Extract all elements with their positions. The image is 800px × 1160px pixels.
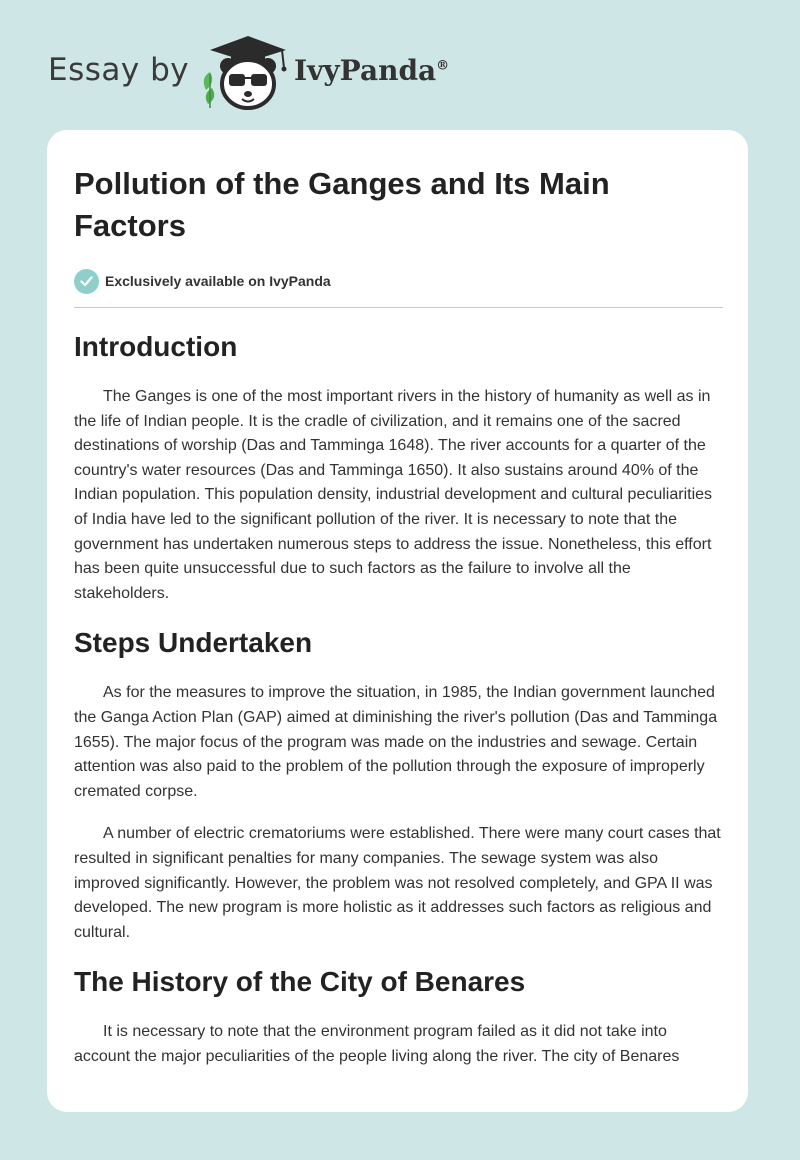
exclusive-badge <box>74 268 723 294</box>
paragraph: As for the measures to improve the situation, in 1985, the Indian government launched the Ganga Action Plan (GAP) aimed at diminishing the river's pollution (Das and Tamminga 1655). The major focus of the program was made on the industries and sewage. Certain attention was also paid to the problem of the pollution through the exposure of improperly cremated corpse. <box>74 684 718 800</box>
site-header <box>48 32 748 112</box>
panda-logo-icon <box>198 32 298 112</box>
essay-by-label: Essay by <box>48 52 190 88</box>
exclusive-badge-text: Exclusively available on IvyPanda <box>105 273 331 289</box>
paragraph: A number of electric crematoriums were established. There were many court cases that resulted in significant penalties for many companies. The sewage system was also improved significantly. However, the problem was not resolved completely, and GPA II was developed. The new program is more holistic as it addresses such factors as religious and cultural. <box>74 825 721 941</box>
check-icon <box>74 269 99 294</box>
page-title: Pollution of the Ganges and Its Main Factors <box>74 166 610 243</box>
section-heading-steps-undertaken: Steps Undertaken <box>74 627 313 659</box>
paragraph: The Ganges is one of the most important rivers in the history of humanity as well as in the life of Indian people. It is the cradle of civilization, and it remains one of the sacred destinations of worship (Das and Tamminga 1648). The river accounts for a quarter of the country's water resources (Das and Tamminga 1650). It also sustains around 40% of the Indian population. This population density, industrial development and cultural peculiarities of India have led to the significant pollution of the river. It is necessary to note that the government has undertaken numerous steps to address the issue. Nonetheless, this effort has been quite unsuccessful due to such factors as the failure to involve all the stakeholders. <box>74 388 713 602</box>
registered-mark: ® <box>436 58 450 74</box>
essay-card <box>47 130 748 1112</box>
section-heading-history-benares: The History of the City of Benares <box>74 966 526 998</box>
divider <box>74 307 723 308</box>
paragraph: It is necessary to note that the environment program failed as it did not take into account the major peculiarities of the people living along the river. The city of Benares <box>74 1023 680 1065</box>
brand-name[interactable]: IvyPanda® <box>294 54 450 87</box>
section-heading-introduction: Introduction <box>74 331 238 362</box>
